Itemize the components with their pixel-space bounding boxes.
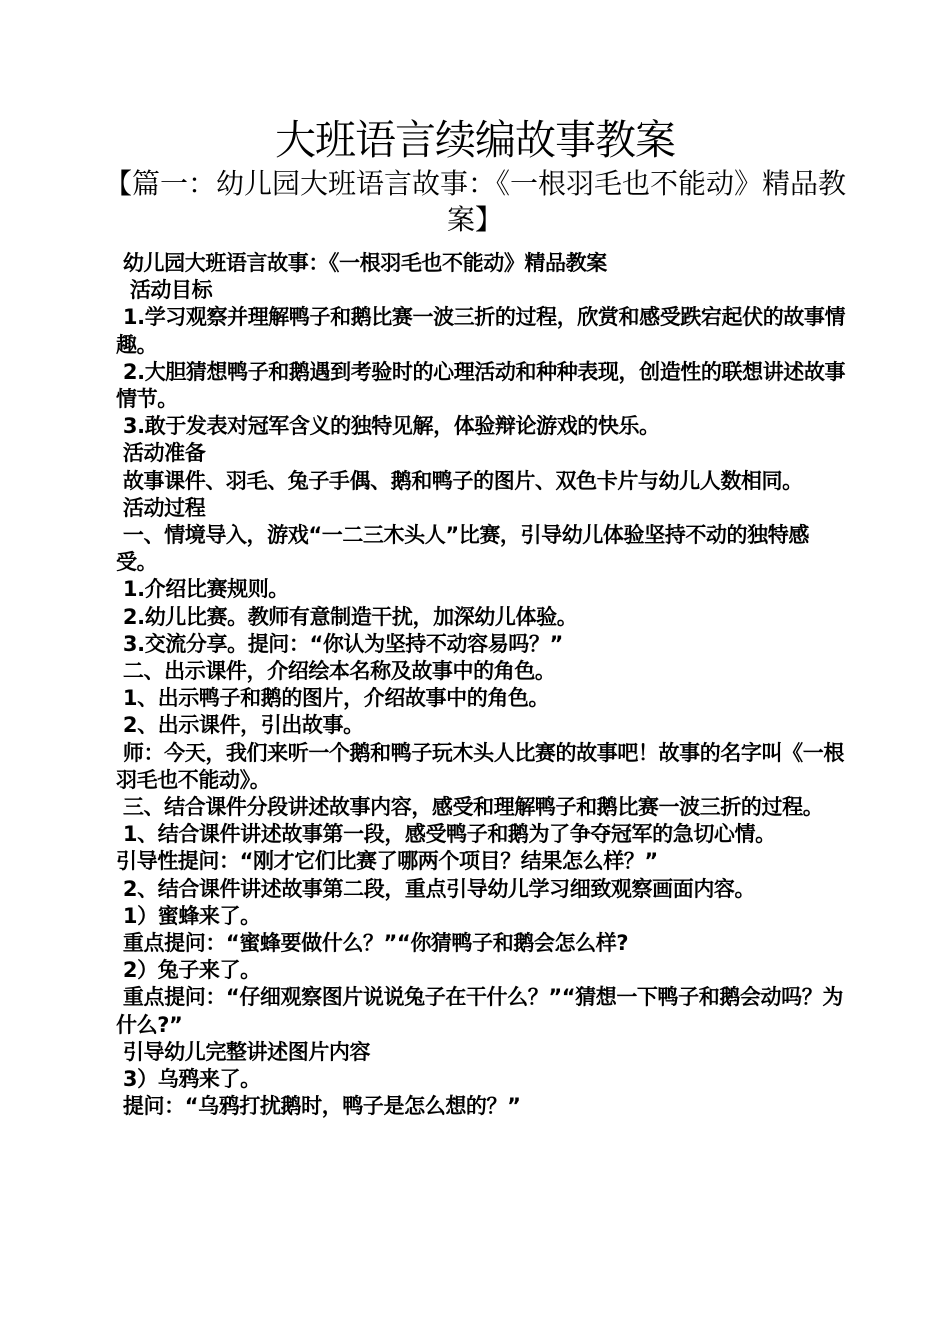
body-line: 师：今天，我们来听一个鹅和鸭子玩木头人比赛的故事吧！故事的名字叫《一根羽毛也不能动》。 [116,740,844,792]
body-line: 提问：“乌鸦打扰鹅时，鸭子是怎么想的？” [116,1094,521,1119]
body-line: 三、结合课件分段讲述故事内容，感受和理解鸭子和鹅比赛一波三折的过程。 [116,795,824,820]
body-line: 1）蜜蜂来了。 [116,903,261,928]
body-line: 二、出示课件，介绍绘本名称及故事中的角色。 [116,659,556,684]
body-line: 1.介绍比赛规则。 [116,577,289,602]
body-line: 1、结合课件讲述故事第一段，感受鸭子和鹅为了争夺冠军的急切心情。 [116,822,776,847]
body-line: 故事课件、羽毛、兔子手偶、鹅和鸭子的图片、双色卡片与幼儿人数相同。 [116,468,803,493]
body-line: 活动过程 [116,495,206,520]
body-line: 3.交流分享。提问：“你认为坚持不动容易吗？” [116,631,563,656]
body-line: 引导幼儿完整讲述图片内容 [116,1039,371,1064]
body-line: 3.敢于发表对冠军含义的独特见解，体验辩论游戏的快乐。 [116,414,660,439]
body-line: 重点提问：“仔细观察图片说说兔子在干什么？”“猜想一下鸭子和鹅会动吗？为什么?” [116,985,843,1037]
body-line: 幼儿园大班语言故事：《一根羽毛也不能动》精品教案 [116,251,607,275]
body-line: 引导性提问：“刚才它们比赛了哪两个项目？结果怎么样？” [116,849,658,874]
body-line: 3）乌鸦来了。 [116,1067,261,1092]
document-body [116,250,846,1121]
document-subtitle: 【篇一：幼儿园大班语言故事：《一根羽毛也不能动》精品教案】 [103,167,846,236]
body-line: 2.大胆猜想鸭子和鹅遇到考验时的心理活动和种种表现，创造性的联想讲述故事情节。 [116,359,846,412]
body-line: 活动准备 [116,441,206,466]
body-line: 2.幼儿比赛。教师有意制造干扰，加深幼儿体验。 [116,604,578,629]
body-line: 2、出示课件，引出故事。 [116,713,364,738]
body-line: 一、情境导入，游戏“一二三木头人”比赛，引导幼儿体验坚持不动的独特感受。 [116,523,809,575]
body-line: 1、出示鸭子和鹅的图片，介绍故事中的角色。 [116,686,550,711]
body-line: 活动目标 [116,278,213,303]
body-line: 2）兔子来了。 [116,958,261,983]
body-line: 重点提问：“蜜蜂要做什么？”“你猜鸭子和鹅会怎么样? [116,931,629,956]
body-line: 1.学习观察并理解鸭子和鹅比赛一波三折的过程，欣赏和感受跌宕起伏的故事情趣。 [116,305,846,357]
document-title: 大班语言续编故事教案 [275,116,675,164]
body-line: 2、结合课件讲述故事第二段，重点引导幼儿学习细致观察画面内容。 [116,876,756,901]
